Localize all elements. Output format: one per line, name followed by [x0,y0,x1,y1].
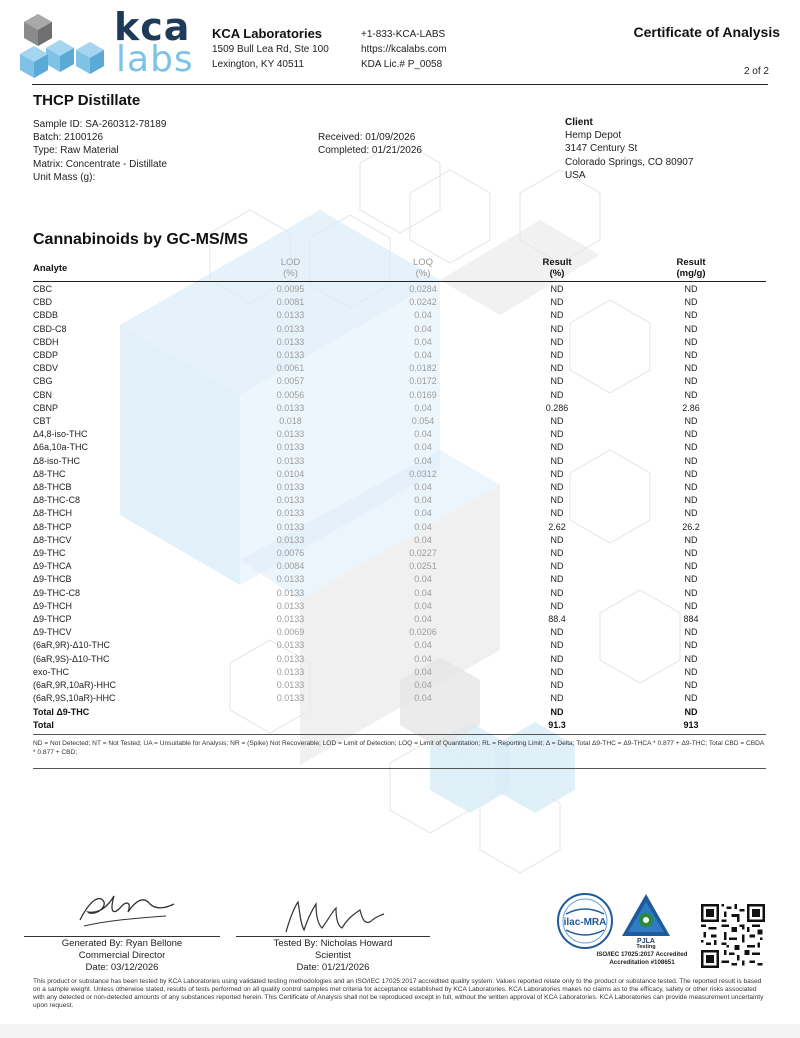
lod-cell: 0.0133 [276,402,305,413]
matrix: Matrix: Concentrate - Distillate [33,158,167,170]
result-mg-cell: ND [684,561,698,572]
completed-date: Completed: 01/21/2026 [318,145,422,157]
analyte-cell: CBDB [33,310,59,321]
result-mg-cell: ND [684,297,698,308]
generated-by: Generated By: Ryan Bellone [61,938,183,949]
pjla-logo-icon [620,892,672,944]
loq-cell: 0.04 [414,429,432,440]
lod-cell: 0.0133 [276,521,305,532]
analyte-cell: Δ9-THC [33,548,66,559]
result-mg-cell: 2.86 [682,402,700,413]
result-percent-cell: ND [550,561,564,572]
result-percent-cell: ND [550,548,564,559]
lab-phone: +1-833-KCA-LABS [361,29,446,40]
col-header-lod-unit: (%) [283,268,298,279]
analyte-cell: CBD-C8 [33,323,67,334]
certificate-title: Certificate of Analysis [633,24,780,40]
table-row [33,679,766,692]
col-header-result-pct [498,257,616,279]
table-row [33,441,766,454]
analyte-cell: Δ8-THCB [33,482,72,493]
analyte-cell: Δ9-THCA [33,561,72,572]
col-header-result-mg [616,257,766,279]
result-mg-cell: ND [684,416,698,427]
table-row [33,389,766,402]
lod-cell [233,719,348,732]
result-percent-cell: ND [550,363,564,374]
batch: Batch: 2100126 [33,132,104,144]
result-mg-cell: ND [684,323,698,334]
col-header-result-pct-label: Result [542,257,572,268]
analyte-cell: Δ8-THCP [33,521,72,532]
lab-license: KDA Lic.# P_0058 [361,59,443,70]
abbreviation-notes: ND = Not Detected; NT = Not Tested; UA = Unsuitable for Analysis; NR = (Spike) Not Recoverable; LOD = Limit of Detection; LOQ = Limit of Quantitation; RL = Reporting Limit; Δ = Delta; Total Δ9-THC = Δ9-THCA * 0.877 + Δ9-THC; Total CBD = CBDA * 0.877 + CBD; [33,740,764,756]
table-header-divider [33,281,766,282]
table-row [33,547,766,560]
result-percent-cell: ND [550,640,564,651]
result-mg-cell: ND [684,627,698,638]
iso-accredited: ISO/IEC 17025:2017 Accredited [596,951,688,958]
result-percent-cell: ND [550,680,564,691]
received-date: Received: 01/09/2026 [318,132,416,143]
client-country: USA [565,169,586,181]
table-row [33,573,766,586]
table-row [33,521,766,534]
result-mg-cell: ND [684,640,698,651]
result-percent-cell: ND [550,323,564,334]
result-mg-cell: ND [684,455,698,466]
loq-cell: 0.04 [414,574,432,585]
analyte-cell: Δ8-THC-C8 [33,495,81,506]
result-percent-cell: ND [550,653,564,664]
result-mg-cell: ND [684,482,698,493]
result-mg-cell: ND [684,284,698,294]
loq-cell: 0.0172 [409,376,437,387]
header-divider [32,84,768,85]
analyte-cell: Δ8-iso-THC [33,455,81,466]
result-percent-cell: ND [550,310,564,321]
loq-cell: 0.04 [414,614,432,625]
table-row [33,349,766,362]
analyte-cell: CBC [33,284,53,294]
loq-cell: 0.0242 [409,297,437,308]
result-percent-cell: ND [550,442,564,453]
table-row [33,468,766,481]
result-percent-cell: 91.3 [548,719,566,730]
result-mg-cell: ND [684,442,698,453]
lod-cell: 0.0133 [276,429,305,440]
analyte-cell: CBDP [33,350,59,361]
table-row [33,415,766,428]
result-percent-cell: ND [550,297,564,308]
client-name: Hemp Depot [565,130,622,142]
loq-cell: 0.04 [414,587,432,598]
client-city: Colorado Springs, CO 80907 [565,156,694,168]
result-mg-cell: ND [684,666,698,677]
analyte-cell: (6aR,9S)-Δ10-THC [33,653,110,664]
lod-cell [233,706,348,719]
loq-cell: 0.0182 [409,363,437,374]
logo-text-top: kca [114,5,191,49]
result-percent-cell: 2.62 [548,521,566,532]
loq-cell: 0.04 [414,653,432,664]
lod-cell: 0.018 [279,416,302,427]
client-info [565,116,693,182]
table-row [33,653,766,666]
table-row [33,296,766,309]
ilac-text: ilac-MRA [563,917,607,928]
table-row [33,560,766,573]
analyte-cell: exo-THC [33,666,70,677]
loq-cell: 0.04 [414,521,432,532]
analyte-cell: Δ9-THCV [33,627,72,638]
analyte-cell: CBD [33,297,53,308]
result-percent-cell: ND [550,350,564,361]
result-percent-cell: ND [550,574,564,585]
analyte-cell: Δ9-THCH [33,600,73,611]
lod-cell: 0.0084 [276,561,305,572]
result-mg-cell: ND [684,653,698,664]
analyte-cell: Total Δ9-THC [33,706,90,717]
signature-right-block [236,938,430,974]
lod-cell: 0.0133 [276,442,305,453]
table-row [33,600,766,613]
col-header-loq [348,257,498,279]
table-row [33,402,766,415]
analyte-cell: Total [33,719,54,730]
lod-cell: 0.0133 [276,693,305,704]
results-table-body [33,283,766,732]
loq-cell: 0.04 [414,350,432,361]
loq-cell: 0.04 [414,693,432,704]
result-mg-cell: ND [684,376,698,387]
product-name: THCP Distillate [33,92,141,109]
ilac-mra-logo-icon [556,892,614,950]
sample-id: Sample ID: SA-260312-78189 [33,119,167,130]
result-mg-cell: ND [684,363,698,374]
table-row [33,481,766,494]
loq-cell: 0.0206 [409,627,437,638]
lab-website-link[interactable]: https://kcalabs.com [361,44,447,55]
loq-cell: 0.04 [414,323,432,334]
cannabinoid-results-table [33,283,766,732]
loq-cell: 0.0312 [409,468,437,479]
tested-by-date: Date: 01/21/2026 [296,962,370,973]
generated-by-date: Date: 03/12/2026 [85,962,159,973]
lod-cell: 0.0057 [276,376,305,387]
table-row [33,336,766,349]
loq-cell: 0.04 [414,442,432,453]
result-mg-cell: ND [684,336,698,347]
loq-cell: 0.04 [414,336,432,347]
lod-cell: 0.0133 [276,482,305,493]
result-percent-cell: ND [550,429,564,440]
lod-cell: 0.0133 [276,508,305,519]
lod-cell: 0.0095 [276,284,305,294]
table-row [33,534,766,547]
lod-cell: 0.0081 [276,297,305,308]
loq-cell [348,706,498,719]
result-percent-cell: ND [550,666,564,677]
lod-cell: 0.0133 [276,680,305,691]
lod-cell: 0.0133 [276,310,305,321]
result-mg-cell: 884 [683,614,699,625]
result-mg-cell: ND [684,534,698,545]
col-header-lod [233,257,348,279]
generated-by-role: Commercial Director [78,950,166,961]
analyte-cell: CBDH [33,336,59,347]
loq-cell: 0.04 [414,680,432,691]
loq-cell: 0.04 [414,666,432,677]
result-percent-cell: ND [550,587,564,598]
loq-cell: 0.04 [414,495,432,506]
result-percent-cell: ND [550,376,564,387]
result-percent-cell: ND [550,389,564,400]
result-mg-cell: ND [684,350,698,361]
loq-cell: 0.04 [414,534,432,545]
lod-cell: 0.0133 [276,666,305,677]
analyte-cell: CBNP [33,402,59,413]
result-percent-cell: ND [550,482,564,493]
analyte-cell: Δ8-THCV [33,534,72,545]
result-percent-cell: ND [550,284,564,294]
result-mg-cell: ND [684,548,698,559]
total-row [33,719,766,732]
logo-text-bottom: labs [116,39,194,80]
tested-by: Tested By: Nicholas Howard [273,938,393,949]
result-percent-cell: ND [550,600,564,611]
lod-cell: 0.0133 [276,495,305,506]
table-row [33,587,766,600]
lod-cell: 0.0076 [276,548,305,559]
result-percent-cell: ND [550,693,564,704]
result-mg-cell: ND [684,574,698,585]
loq-cell: 0.04 [414,455,432,466]
accreditation-text [560,951,724,966]
pjla-testing-label: Testing [636,944,656,950]
lod-cell: 0.0133 [276,653,305,664]
lod-cell: 0.0056 [276,389,305,400]
result-mg-cell: ND [684,508,698,519]
result-mg-cell: 913 [683,719,699,730]
table-row [33,639,766,652]
lod-cell: 0.0133 [276,350,305,361]
col-header-result-pct-unit: (%) [549,268,565,279]
result-percent-cell: 88.4 [548,614,566,625]
table-row [33,666,766,679]
result-percent-cell: ND [550,495,564,506]
loq-cell: 0.04 [414,310,432,321]
lod-cell: 0.0061 [276,363,305,374]
result-mg-cell: ND [684,587,698,598]
result-percent-cell: ND [550,468,564,479]
loq-cell: 0.04 [414,402,432,413]
analyte-cell: Δ9-THCP [33,614,72,625]
loq-cell: 0.04 [414,640,432,651]
analyte-cell: Δ9-THCB [33,574,72,585]
loq-cell [348,719,498,732]
signature-right-line [236,936,430,937]
date-info [318,131,422,157]
lod-cell: 0.0133 [276,587,305,598]
analyte-cell: CBDV [33,363,59,374]
analyte-cell: Δ9-THC-C8 [33,587,81,598]
loq-cell: 0.0169 [409,389,437,400]
result-percent-cell: ND [550,534,564,545]
table-footer-divider [33,734,766,735]
table-row [33,375,766,388]
result-percent-cell: ND [550,627,564,638]
col-header-lod-label: LOD [280,257,301,268]
result-mg-cell: ND [684,693,698,704]
result-percent-cell: ND [550,706,564,717]
analyte-cell: Δ6a,10a-THC [33,442,89,453]
col-header-analyte: Analyte [33,263,68,274]
lod-cell: 0.0133 [276,614,305,625]
sample-info [33,118,167,184]
table-row [33,692,766,705]
total-row [33,706,766,719]
analyte-cell: CBT [33,416,51,427]
loq-cell: 0.04 [414,508,432,519]
table-row [33,626,766,639]
signature-left-line [24,936,220,937]
client-street: 3147 Century St [565,143,638,155]
result-mg-cell: ND [684,680,698,691]
table-row [33,323,766,336]
result-percent-cell: ND [550,416,564,427]
analyte-cell: Δ4,8-iso-THC [33,429,88,440]
client-heading: Client [565,117,593,128]
lod-cell: 0.0133 [276,455,305,466]
table-row [33,283,766,296]
col-header-result-mg-unit: (mg/g) [676,268,706,279]
analyte-cell: Δ8-THC [33,468,66,479]
loq-cell: 0.0227 [409,548,437,559]
lod-cell: 0.0104 [276,468,305,479]
table-row [33,613,766,626]
analyte-cell: Δ8-THCH [33,508,73,519]
analyte-cell: CBN [33,389,53,400]
lod-cell: 0.0133 [276,600,305,611]
analyte-cell: (6aR,9R)-Δ10-THC [33,640,111,651]
pjla-text: PJLA [637,938,655,944]
result-percent-cell: ND [550,508,564,519]
section-title: Cannabinoids by GC-MS/MS [33,231,249,248]
unit-mass: Unit Mass (g): [33,171,96,183]
notes-divider [33,768,766,769]
result-mg-cell: ND [684,310,698,321]
accreditation-number: Accreditation #108651 [609,958,675,966]
result-mg-cell: ND [684,429,698,440]
loq-cell: 0.04 [414,600,432,611]
result-percent-cell: ND [550,336,564,347]
loq-cell: 0.0251 [409,561,437,572]
tested-by-role: Scientist [315,950,351,961]
col-header-loq-unit: (%) [415,268,431,279]
kca-cube-logo-icon [20,12,110,78]
signature-left-image [70,890,180,928]
result-percent-cell: ND [550,455,564,466]
legal-disclaimer: This product or substance has been tested by KCA Laboratories using validated testing methodologies and an ISO/IEC 17025:2017 accredited quality system. Values reported relate only to the product or substance tested. The reported result is based on a sample weight. Unless otherwise stated, results of tests performed on all quality control samples met criteria for acceptance established by KCA Laboratories. KCA Laboratories makes no claims as to the efficacy, safety or other risks associated with any detected or non-detected amounts of any substances reported herein. This Certificate of Analysis shall not be reproduced except in full, without the written approval of KCA Laboratories. KCA Laboratories can provide measurement uncertainty upon request. [33,978,764,1009]
result-mg-cell: ND [684,600,698,611]
result-mg-cell: 26.2 [682,521,700,532]
lod-cell: 0.0133 [276,336,305,347]
table-row [33,309,766,322]
table-row [33,507,766,520]
table-row [33,362,766,375]
lab-address-line1: 1509 Bull Lea Rd, Ste 100 [212,44,329,55]
result-percent-cell: 0.286 [545,402,569,413]
table-row [33,455,766,468]
lod-cell: 0.0069 [276,627,305,638]
loq-cell: 0.0284 [409,284,437,294]
analyte-cell: (6aR,9S,10aR)-HHC [33,693,116,704]
loq-cell: 0.04 [414,482,432,493]
lab-name: KCA Laboratories [212,26,323,41]
lod-cell: 0.0133 [276,640,305,651]
lod-cell: 0.0133 [276,574,305,585]
qr-code-icon[interactable] [701,904,765,968]
lab-address-line2: Lexington, KY 40511 [212,59,304,70]
signature-right-image [278,898,388,938]
col-header-result-mg-label: Result [676,257,706,268]
table-row [33,494,766,507]
loq-cell: 0.054 [411,416,435,427]
page-number: 2 of 2 [743,66,769,77]
table-row [33,428,766,441]
signature-left-block [24,938,220,974]
result-mg-cell: ND [684,495,698,506]
lod-cell: 0.0133 [276,534,305,545]
result-mg-cell: ND [684,706,698,717]
col-header-loq-label: LOQ [412,257,434,268]
analyte-cell: CBG [33,376,53,387]
sample-type: Type: Raw Material [33,145,119,157]
result-mg-cell: ND [684,389,698,400]
analyte-cell: (6aR,9R,10aR)-HHC [33,680,117,691]
lod-cell: 0.0133 [276,323,305,334]
result-mg-cell: ND [684,468,698,479]
